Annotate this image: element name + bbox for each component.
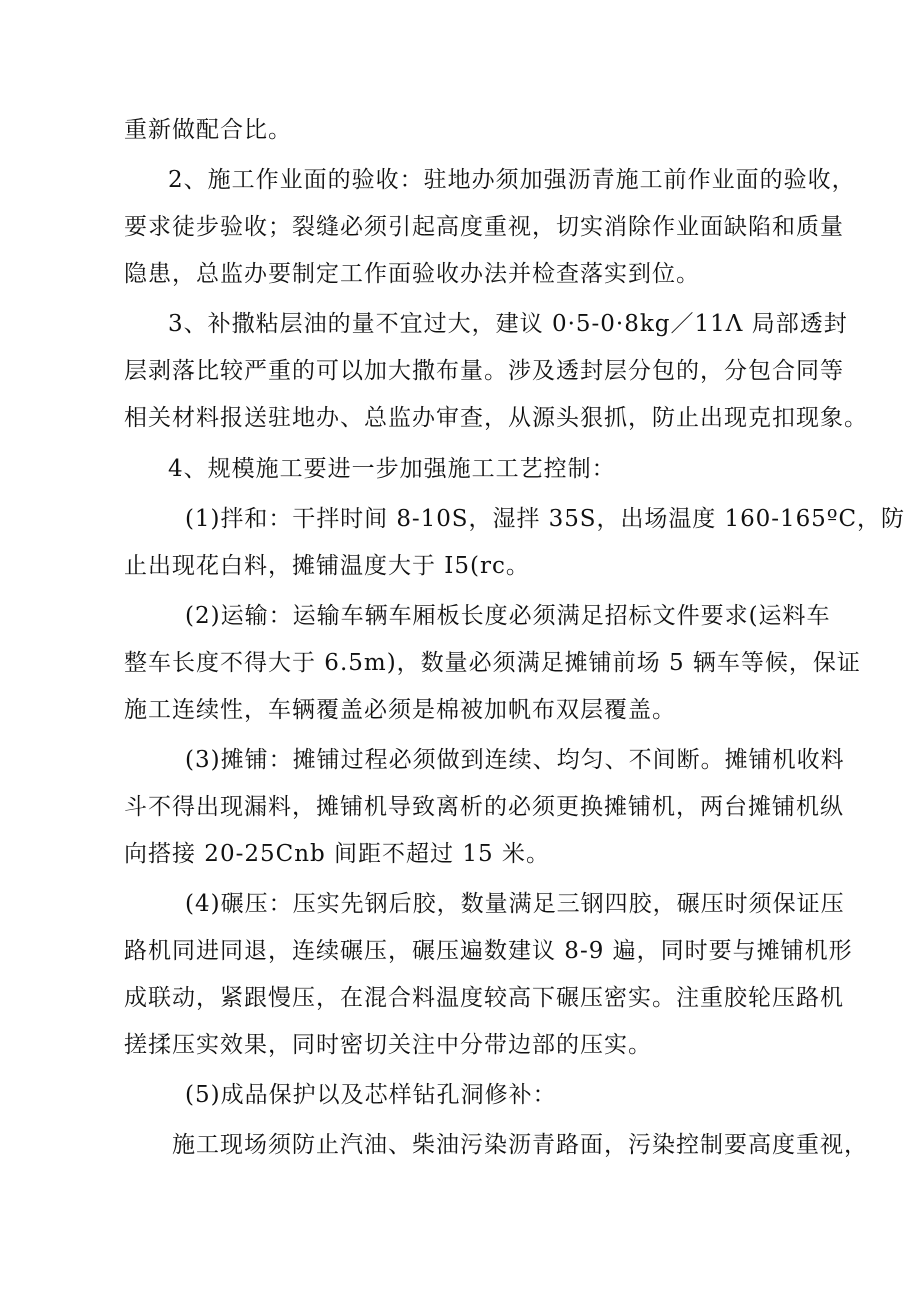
text-line: 隐患，总监办要制定工作面验收办法并检查落实到位。 bbox=[124, 261, 700, 287]
text-line: 止出现花白料，摊铺温度大于 I5(rc。 bbox=[124, 553, 530, 579]
text-line: 搓揉压实效果，同时密切关注中分带边部的压实。 bbox=[124, 1032, 652, 1058]
text-line: 4、规模施工要进一步加强施工工艺控制： bbox=[168, 456, 616, 482]
text-line: 相关材料报送驻地办、总监办审查，从源头狠抓，防止出现克扣现象。 bbox=[124, 405, 868, 431]
text-line: 向搭接 20-25Cnb 间距不超过 15 米。 bbox=[124, 841, 550, 867]
text-line: 2、施工作业面的验收：驻地办须加强沥青施工前作业面的验收， bbox=[168, 167, 856, 193]
text-line: 施工现场须防止汽油、柴油污染沥青路面，污染控制要高度重视， bbox=[172, 1132, 868, 1158]
text-line: (1)拌和：干拌时间 8-10S，湿拌 35S，出场温度 160-165ºC，防 bbox=[185, 506, 905, 532]
text-line: 层剥落比较严重的可以加大撒布量。涉及透封层分包的，分包合同等 bbox=[124, 358, 844, 384]
text-line: 要求徒步验收；裂缝必须引起高度重视，切实消除作业面缺陷和质量 bbox=[124, 214, 844, 240]
text-line: (5)成品保护以及芯样钻孔洞修补： bbox=[185, 1082, 557, 1108]
text-line: (2)运输：运输车辆车厢板长度必须满足招标文件要求(运料车 bbox=[185, 603, 831, 629]
text-line: 施工连续性，车辆覆盖必须是棉被加帆布双层覆盖。 bbox=[124, 697, 676, 723]
text-line: 斗不得出现漏料，摊铺机导致离析的必须更换摊铺机，两台摊铺机纵 bbox=[124, 794, 844, 820]
text-line: (3)摊铺：摊铺过程必须做到连续、均匀、不间断。摊铺机收料 bbox=[185, 747, 845, 773]
text-line: (4)碾压：压实先钢后胶，数量满足三钢四胶，碾压时须保证压 bbox=[185, 891, 845, 917]
text-line: 路机同进同退，连续碾压，碾压遍数建议 8-9 遍，同时要与摊铺机形 bbox=[124, 938, 853, 964]
text-line: 重新做配合比。 bbox=[124, 117, 292, 143]
text-line: 整车长度不得大于 6.5m)，数量必须满足摊铺前场 5 辆车等候，保证 bbox=[124, 650, 861, 676]
text-line: 成联动，紧跟慢压，在混合料温度较高下碾压密实。注重胶轮压路机 bbox=[124, 985, 844, 1011]
text-line: 3、补撒粘层油的量不宜过大，建议 0·5-0·8kg／11Λ 局部透封 bbox=[168, 311, 848, 337]
